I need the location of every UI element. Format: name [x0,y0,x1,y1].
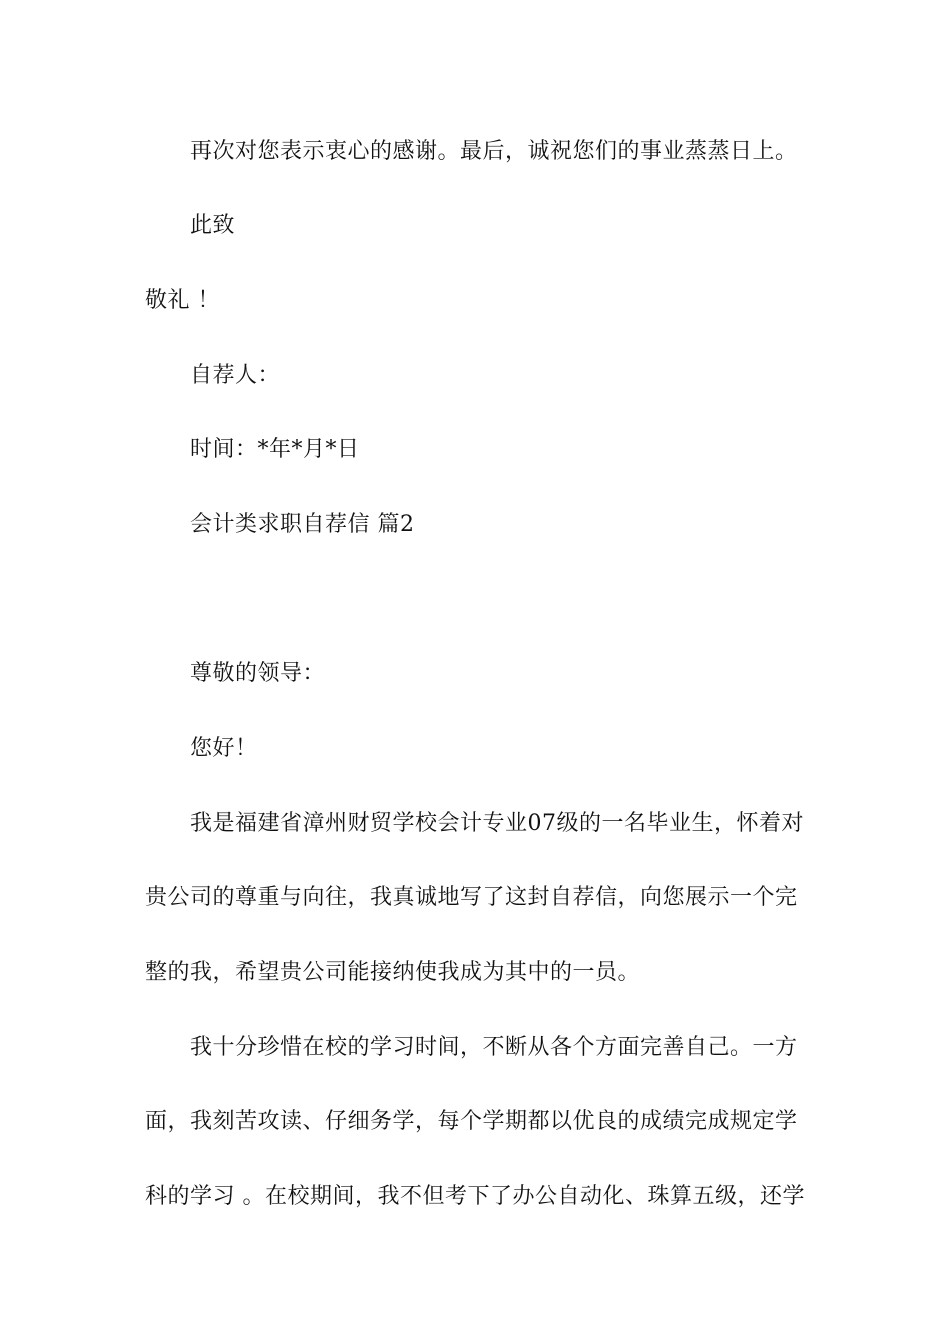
greeting-line: 尊敬的领导： [190,661,326,686]
salutation-jingli: 敬礼 ！ [145,288,220,313]
date-line: 时间：*年*月*日 [190,437,360,462]
paragraph-1-line-2: 贵公司的尊重与向往，我真诚地写了这封自荐信，向您展示一个完 [145,885,798,910]
paragraph-2-line-2: 面，我刻苦攻读、仔细务学，每个学期都以优良的成绩完成规定学 [145,1109,798,1134]
hello-line: 您好！ [190,736,258,761]
closing-thanks-line: 再次对您表示衷心的感谢。最后，诚祝您们的事业蒸蒸日上。 [190,139,798,164]
paragraph-1-line-1: 我是福建省漳州财贸学校会计专业07级的一名毕业生，怀着对 [190,811,804,836]
paragraph-2-line-1: 我十分珍惜在校的学习时间，不断从各个方面完善自己。一方 [190,1035,798,1060]
section-title: 会计类求职自荐信 篇2 [190,512,415,537]
signature-label: 自荐人： [190,363,281,388]
salutation-cizhi: 此致 [190,213,236,238]
paragraph-2-line-3: 科的学习 。在校期间，我不但考下了办公自动化、珠算五级，还学 [145,1184,805,1209]
paragraph-1-line-3: 整的我，希望贵公司能接纳使我成为其中的一员。 [145,960,641,985]
